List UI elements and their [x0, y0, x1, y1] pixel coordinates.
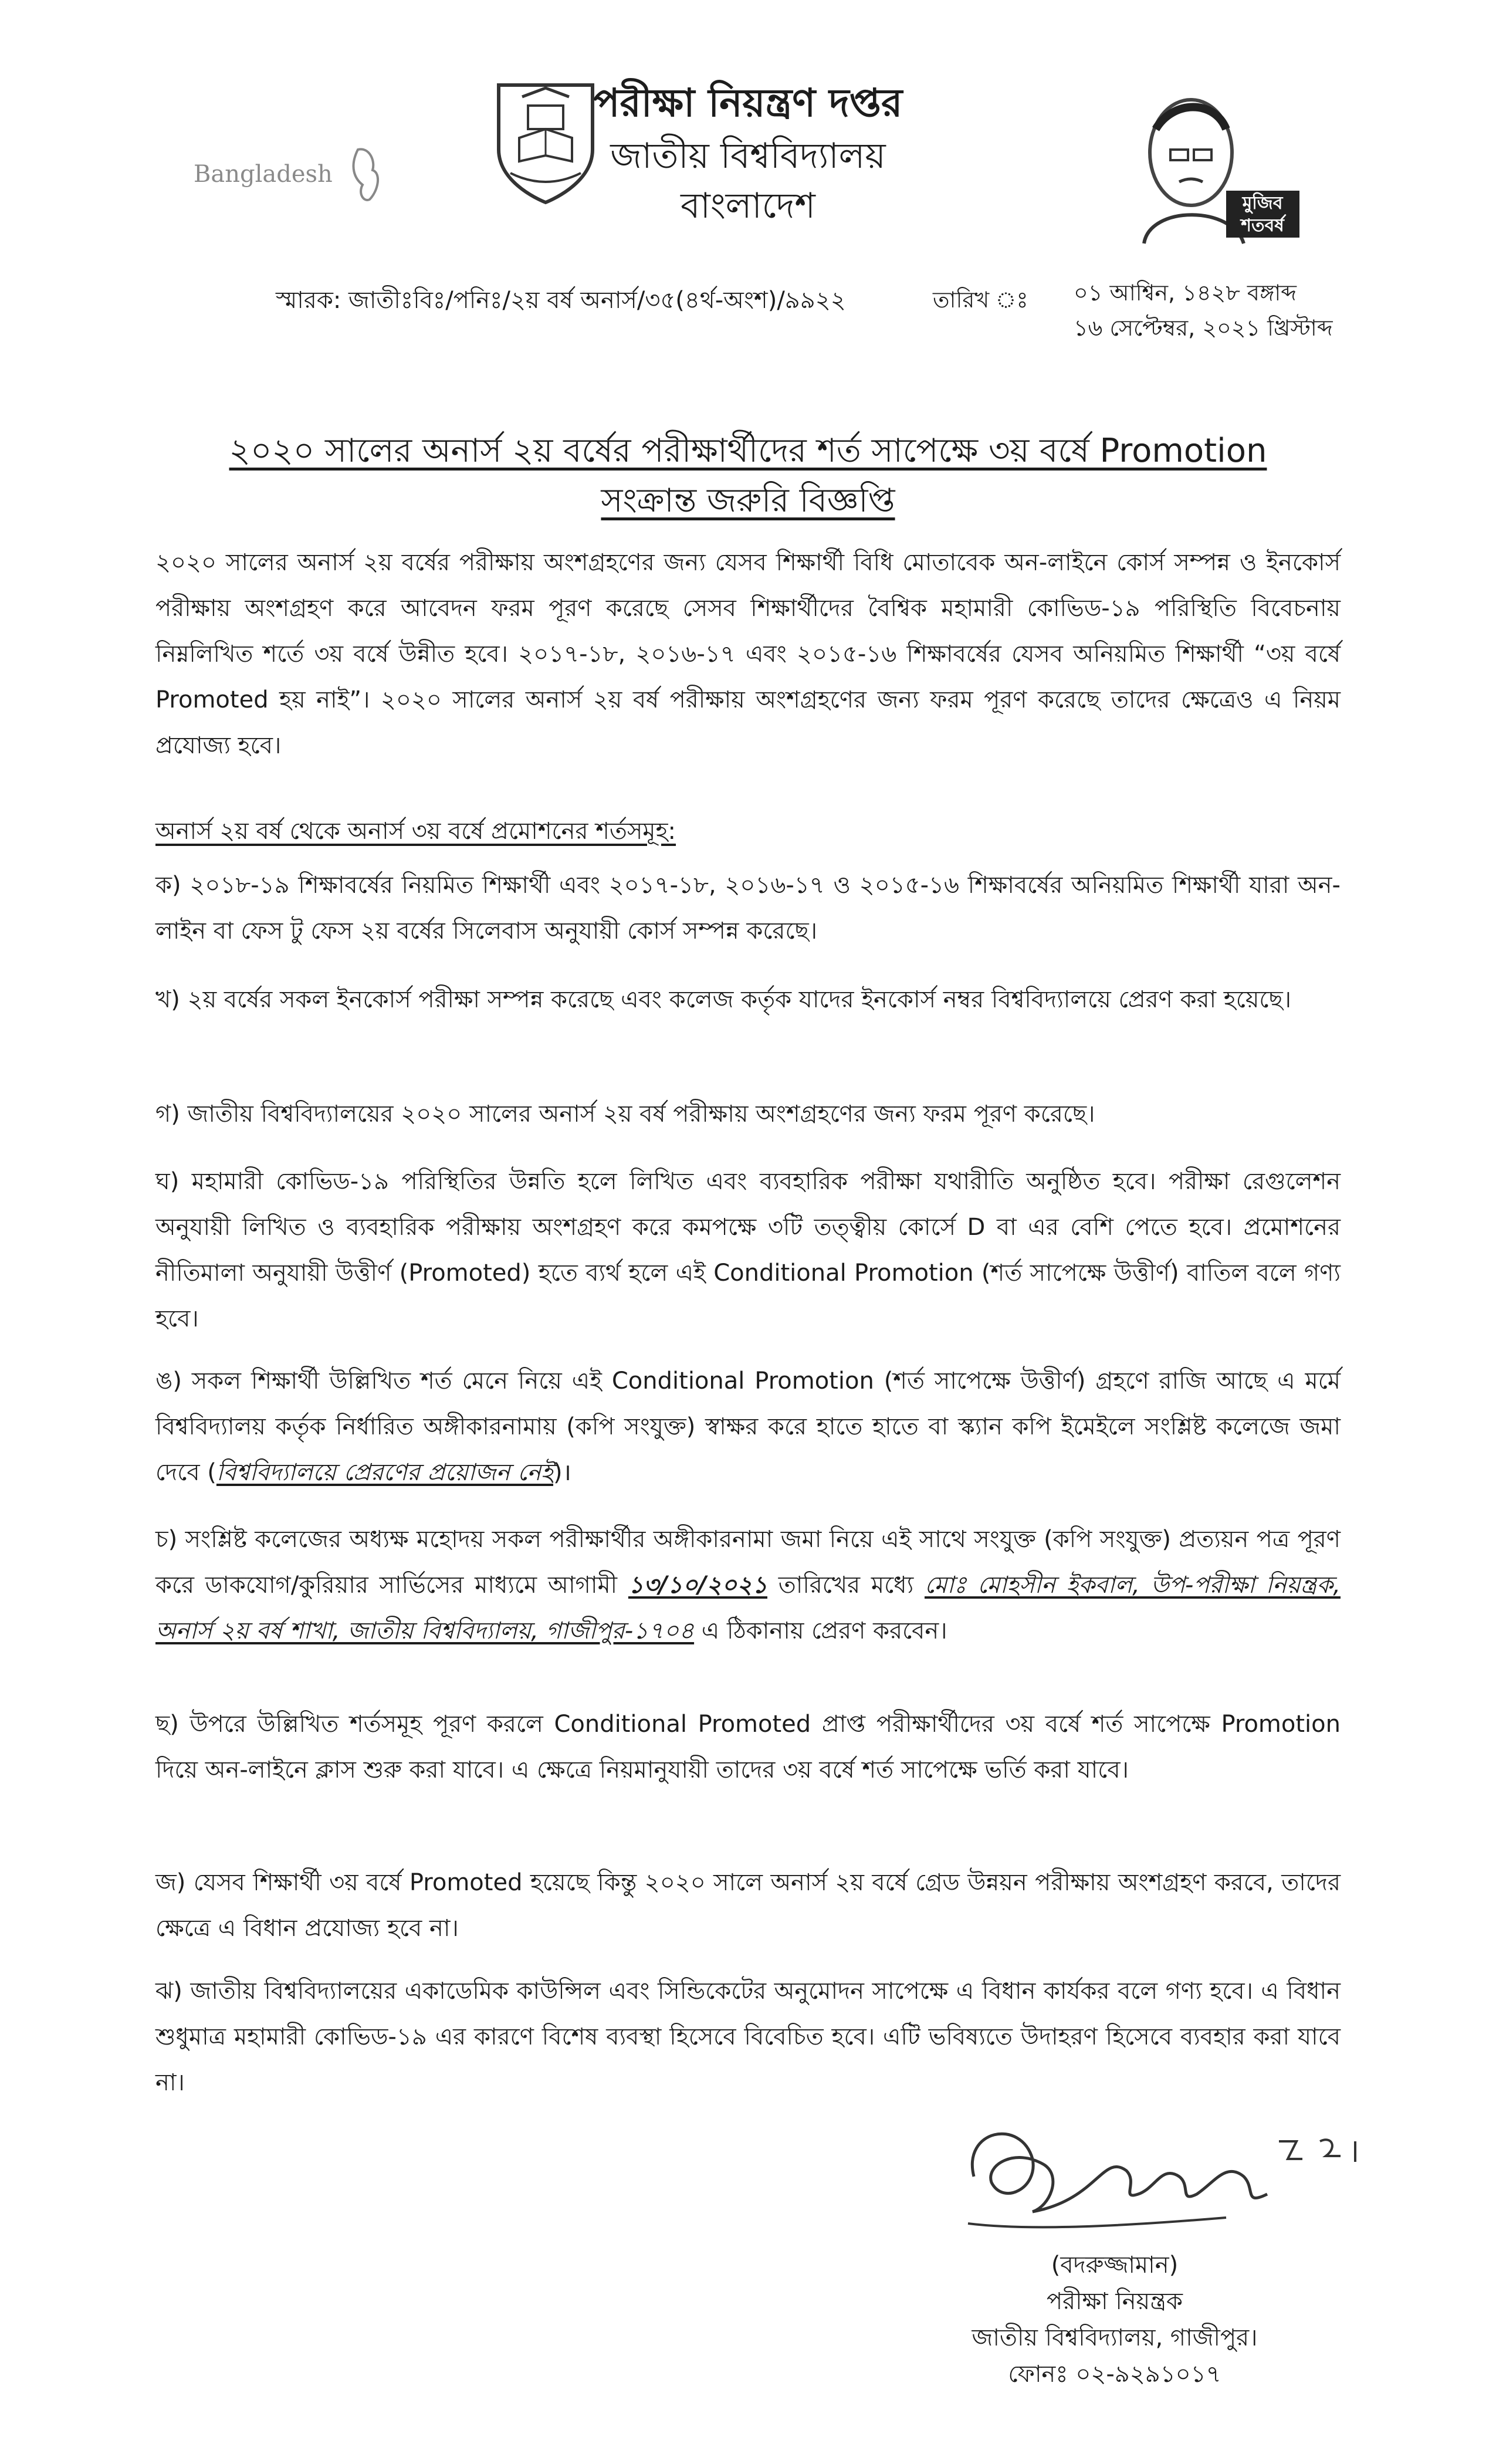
handwritten-signature	[950, 2106, 1373, 2249]
condition-cha-text: চ) সংশ্লিষ্ট কলেজের অধ্যক্ষ মহোদয় সকল পরীক্ষার্থীর অঙ্গীকারনামা জমা নিয়ে এই সাথে সংযুক্ত (কপি সংযুক্ত) প্রত্যয়ন পত্র পূরণ করে ডাকযোগ/কুরিয়ার সার্ভিসের মাধ্যমে আগামী	[155, 1526, 1341, 1599]
condition-gha: ঘ) মহামারী কোভিড-১৯ পরিস্থিতির উন্নতি হলে লিখিত এবং ব্যবহারিক পরীক্ষা যথারীতি অনুষ্ঠিত হবে। পরীক্ষা রেগুলেশন অনুযায়ী লিখিত ও ব্যবহারিক পরীক্ষায় অংশগ্রহণ করে কমপক্ষে ৩টি তত্ত্বীয় কোর্সে D বা এর বেশি পেতে হবে। প্রমোশনের নীতিমালা অনুযায়ী উত্তীর্ণ (Promoted) হতে ব্যর্থ হলে এই Conditional Promotion (শর্ত সাপেক্ষে উত্তীর্ণ) বাতিল বলে গণ্য হবে।	[155, 1168, 1341, 1332]
notice-title-line1: ২০২০ সালের অনার্স ২য় বর্ষের পরীক্ষার্থীদের শর্ত সাপেক্ষে ৩য় বর্ষে Promotion	[229, 432, 1267, 470]
condition-ga: গ) জাতীয় বিশ্ববিদ্যালয়ের ২০২০ সালের অনার্স ২য় বর্ষ পরীক্ষায় অংশগ্রহণের জন্য ফরম পূরণ করেছে।	[155, 1101, 1095, 1128]
condition-ka: ক) ২০১৮-১৯ শিক্ষাবর্ষের নিয়মিত শিক্ষার্থী এবং ২০১৭-১৮, ২০১৬-১৭ ও ২০১৫-১৬ শিক্ষাবর্ষের অনিয়মিত শিক্ষার্থী যারা অন-লাইন বা ফেস টু ফেস ২য় বর্ষের সিলেবাস অনুযায়ী কোর্স সম্পন্ন করেছে।	[155, 872, 1341, 945]
signatory-designation: পরীক্ষা নিয়ন্ত্রক	[1047, 2288, 1183, 2315]
condition-jha: ঝ) জাতীয় বিশ্ববিদ্যালয়ের একাডেমিক কাউন্সিল এবং সিন্ডিকেটের অনুমোদন সাপেক্ষে এ বিধান কার্যকর বলে গণ্য হবে। এ বিধান শুধুমাত্র মহামারী কোভিড-১৯ এর কারণে বিশেষ ব্যবস্থা হিসেবে বিবেচিত হবে। এটি ভবিষ্যতে উদাহরণ হিসেবে ব্যবহার করা যাবে না।	[155, 1978, 1341, 2096]
memo-reference: স্মারক: জাতীঃবিঃ/পনিঃ/২য় বর্ষ অনার্স/৩৫(৪র্থ-অংশ)/৯৯২২	[276, 287, 846, 314]
intro-paragraph: ২০২০ সালের অনার্স ২য় বর্ষের পরীক্ষায় অংশগ্রহণের জন্য যেসব শিক্ষার্থী বিধি মোতাবেক অন-লাইনে কোর্স সম্পন্ন ও ইনকোর্স পরীক্ষায় অংশগ্রহণ করে আবেদন ফরম পূরণ করেছে সেসব শিক্ষার্থীদের বৈশ্বিক মহামারী কোভিড-১৯ পরিস্থিতি বিবেচনায় নিম্নলিখিত শর্তে ৩য় বর্ষে উন্নীত হবে। ২০১৭-১৮, ২০১৬-১৭ এবং ২০১৫-১৬ শিক্ষাবর্ষের যেসব অনিয়মিত শিক্ষার্থী “৩য় বর্ষে Promoted হয় নাই”। ২০২০ সালের অনার্স ২য় বর্ষ পরীক্ষায় অংশগ্রহণের জন্য ফরম পূরণ করেছে তাদের ক্ষেত্রেও এ নিয়ম প্রযোজ্য হবে।	[155, 549, 1341, 759]
signatory-name: (বদরুজ্জামান)	[1051, 2252, 1179, 2279]
signatory-institution: জাতীয় বিশ্ববিদ্যালয়, গাজীপুর।	[972, 2324, 1258, 2351]
date-english: ১৬ সেপ্টেম্বর, ২০২১ খ্রিস্টাব্দ	[1074, 315, 1333, 341]
condition-cha-end: এ ঠিকানায় প্রেরণ করবেন।	[701, 1617, 947, 1644]
university-name: জাতীয় বিশ্ববিদ্যালয়	[610, 136, 886, 177]
notice-title-line2: সংক্রান্ত জরুরি বিজ্ঞপ্তি	[601, 482, 895, 520]
mailing-address: মোঃ মোহসীন ইকবাল, উপ-পরীক্ষা নিয়ন্ত্রক, অনার্স ২য় বর্ষ শাখা, জাতীয় বিশ্ববিদ্যালয়, গাজীপুর-১৭০৪	[155, 1572, 1341, 1644]
condition-kha: খ) ২য় বর্ষের সকল ইনকোর্স পরীক্ষা সম্পন্ন করেছে এবং কলেজ কর্তৃক যাদের ইনকোর্স নম্বর বিশ্ববিদ্যালয়ে প্রেরণ করা হয়েছে।	[155, 986, 1292, 1013]
condition-cha	[155, 1517, 1341, 1654]
conditions-heading: অনার্স ২য় বর্ষ থেকে অনার্স ৩য় বর্ষে প্রমোশনের শর্তসমূহ:	[155, 818, 676, 845]
date-bangla: ০১ আশ্বিন, ১৪২৮ বঙ্গাব্দ	[1074, 280, 1297, 306]
country-name: বাংলাদেশ	[681, 185, 815, 226]
condition-uma	[155, 1358, 1341, 1495]
condition-uma-emphasis: বিশ্ববিদ্যালয়ে প্রেরণের প্রয়োজন নেই	[216, 1459, 553, 1486]
condition-uma-end: )।	[553, 1459, 571, 1486]
deadline-date: ১৩/১০/২০২১	[628, 1572, 767, 1599]
date-label: তারিখ ঃ	[933, 287, 1028, 313]
condition-uma-text: ঙ) সকল শিক্ষার্থী উল্লিখিত শর্ত মেনে নিয়ে এই Conditional Promotion (শর্ত সাপেক্ষে উত্তীর্ণ) গ্রহণে রাজি আছে এ মর্মে বিশ্ববিদ্যালয় কর্তৃক নির্ধারিত অঙ্গীকারনামায় (কপি সংযুক্ত) স্বাক্ষর করে হাতে হাতে বা স্ক্যান কপি ইমেইলে সংশ্লিষ্ট কলেজে জমা দেবে (	[155, 1368, 1341, 1486]
logo-text: Bangladesh	[194, 161, 333, 188]
condition-cha-mid: তারিখের মধ্যে	[778, 1572, 914, 1599]
condition-ja: জ) যেসব শিক্ষার্থী ৩য় বর্ষে Promoted হয়েছে কিন্তু ২০২০ সালে অনার্স ২য় বর্ষে গ্রেড উন্নয়ন পরীক্ষায় অংশগ্রহণ করবে, তাদের ক্ষেত্রে এ বিধান প্রযোজ্য হবে না।	[155, 1869, 1341, 1942]
signature-block	[909, 2247, 1320, 2392]
mujib-logo-text: মুজিব শতবর্ষ	[1241, 193, 1284, 236]
office-name: পরীক্ষা নিয়ন্ত্রণ দপ্তর	[593, 80, 903, 126]
signatory-phone: ফোনঃ ০২-৯২৯১০১৭	[1008, 2361, 1221, 2388]
mujib-borsho-logo	[1126, 88, 1302, 246]
condition-chha: ছ) উপরে উল্লিখিত শর্তসমূহ পূরণ করলে Conditional Promoted প্রাপ্ত পরীক্ষার্থীদের ৩য় বর্ষে শর্ত সাপেক্ষে Promotion দিয়ে অন-লাইনে ক্লাস শুরু করা যাবে। এ ক্ষেত্রে নিয়মানুযায়ী তাদের ৩য় বর্ষে শর্ত সাপেক্ষে ভর্তি করা যাবে।	[155, 1711, 1341, 1783]
